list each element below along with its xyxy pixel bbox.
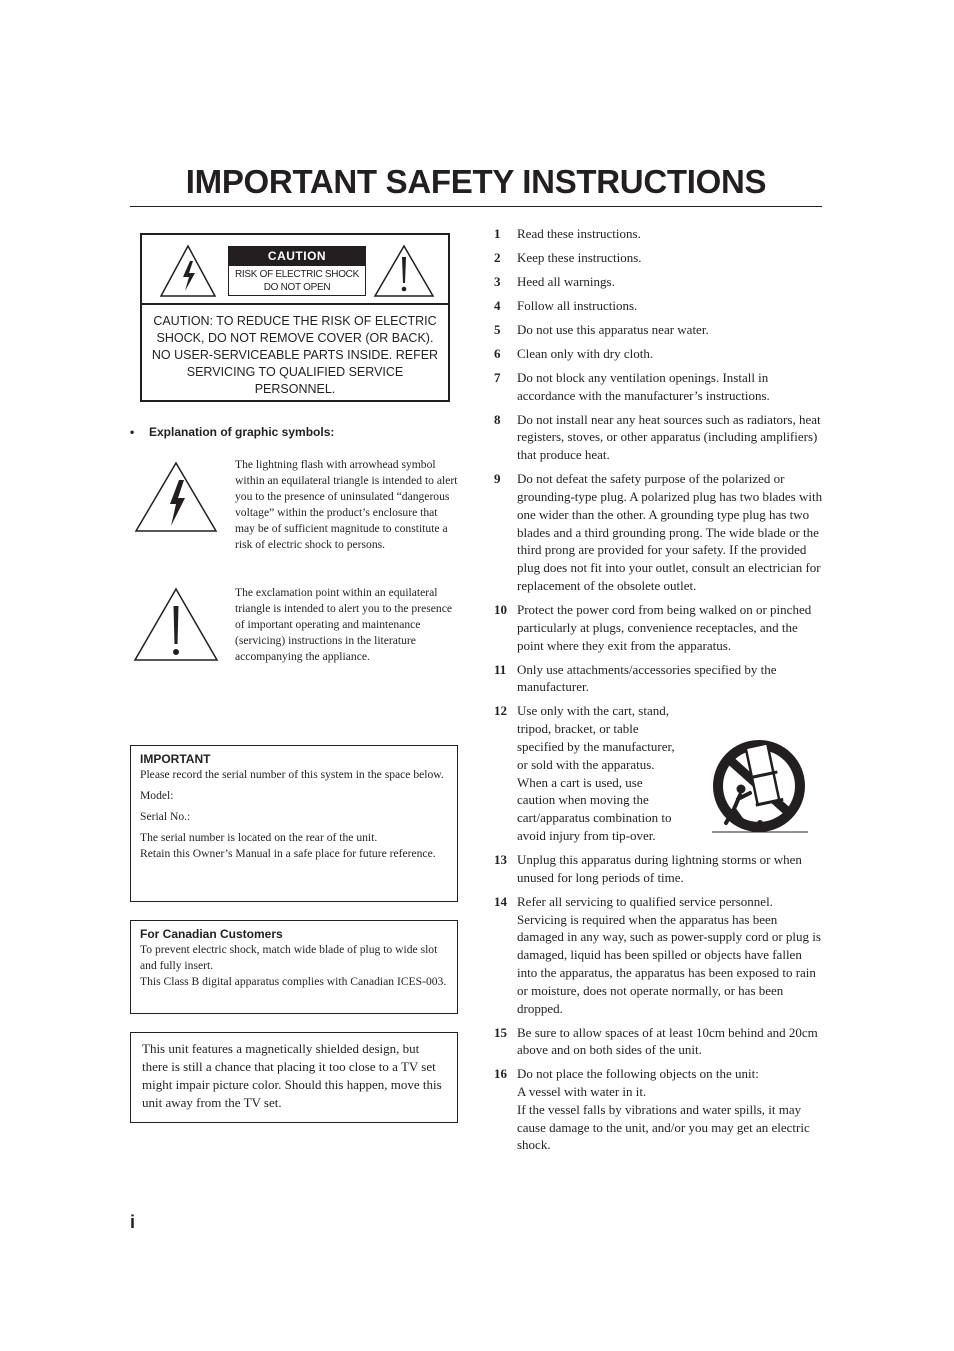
item-number: 15	[494, 1024, 507, 1040]
caution-heading: CAUTION	[229, 247, 365, 266]
explanation-heading-text: Explanation of graphic symbols:	[149, 425, 335, 439]
item-text: Heed all warnings.	[517, 273, 615, 289]
item-text: Do not defeat the safety purpose of the polarized or grounding-type plug. A polarized plug has two blades with one wider than the other. A grounding type plug has two blades and a third grounding prong. The wide blade or the third prong are provided for your safety. If the provided plug does not fit into your outlet, consult an electrician for replacement of the obsolete outlet.	[517, 471, 823, 594]
canadian-customers-box	[130, 920, 458, 1014]
item-number: 3	[494, 273, 501, 289]
item-text: Do not place the following objects on the unit:	[517, 1066, 759, 1082]
serial-field: Serial No.:	[140, 810, 191, 823]
important-title: IMPORTANT	[140, 752, 211, 766]
lightning-triangle-icon	[133, 460, 219, 534]
canadian-title: For Canadian Customers	[140, 927, 283, 941]
item-number: 12	[494, 703, 507, 719]
item-number: 9	[494, 471, 501, 487]
item-number: 7	[494, 369, 501, 385]
item-number: 1	[494, 226, 501, 241]
cart-tipover-warning-icon	[704, 731, 812, 843]
title-divider	[130, 206, 822, 207]
list-item	[494, 661, 824, 697]
magnetic-shield-text: This unit features a magnetically shielded design, but there is still a chance that placing it too close to a TV set might impair picture color. Should this happen, move this unit away from the TV set.	[142, 1041, 442, 1110]
bullet: •	[130, 425, 135, 439]
item-text: Refer all servicing to qualified service personnel. Servicing is required when the apparatus has been damaged in any way, such as power-supply cord or plug is damaged, liquid has been spilled or objects have fallen into the apparatus, the apparatus has been exposed to rain or moisture, does not operate normally, or has been dropped.	[517, 893, 821, 1016]
page-title: IMPORTANT SAFETY INSTRUCTIONS	[185, 163, 767, 200]
caution-header	[142, 235, 448, 305]
item-text: Unplug this apparatus during lightning storms or when unused for long periods of time.	[517, 851, 802, 885]
item-number: 5	[494, 321, 501, 337]
item-number: 11	[494, 661, 507, 677]
important-box	[130, 745, 458, 902]
item-number: 6	[494, 345, 501, 361]
list-item	[494, 225, 824, 243]
item-text: Only use attachments/accessories specified by the manufacturer.	[517, 661, 777, 695]
list-item	[494, 297, 824, 315]
item-number: 13	[494, 851, 507, 867]
item-number: 8	[494, 411, 501, 427]
caution-label	[228, 246, 366, 296]
item-number: 4	[494, 297, 501, 313]
retain-manual-text: Retain this Owner’s Manual in a safe place for future reference.	[140, 847, 436, 860]
item-number: 16	[494, 1066, 507, 1082]
item-text: Read these instructions.	[517, 226, 641, 241]
item-text-line-2: A vessel with water in it.	[517, 1084, 647, 1100]
list-item	[494, 411, 824, 464]
list-item	[494, 1065, 824, 1154]
item-text: Protect the power cord from being walked on or pinched particularly at plugs, convenience receptacles, and the point where they exit from the apparatus.	[517, 602, 812, 653]
item-text: Do not use this apparatus near water.	[517, 321, 709, 337]
item-text: Follow all instructions.	[517, 297, 638, 313]
caution-text: CAUTION: TO REDUCE THE RISK OF ELECTRIC SHOCK, DO NOT REMOVE COVER (OR BACK). NO USER-SERVICEABLE PARTS INSIDE. REFER SERVICING TO QUALIFIED SERVICE PERSONNEL.	[151, 314, 439, 396]
caution-line-2: DO NOT OPEN	[263, 282, 331, 293]
exclamation-triangle-icon	[133, 586, 219, 662]
caution-line-1: RISK OF ELECTRIC SHOCK	[235, 269, 359, 280]
item-text: Do not block any ventilation openings. Install in accordance with the manufacturer’s instructions.	[517, 369, 770, 403]
exclamation-explanation: The exclamation point within an equilateral triangle is intended to alert you to the presence of important operating and maintenance (servicing) instructions in the literature accompanying the appliance.	[235, 586, 452, 664]
exclamation-warning-icon	[372, 243, 436, 299]
item-text: Clean only with dry cloth.	[517, 345, 654, 361]
item-text: Use only with the cart, stand, tripod, bracket, or table specified by the manufacturer, or sold with the apparatus. When a cart is used, use caution when moving the cart/apparatus combination to avoid injury from tip-over.	[517, 703, 675, 843]
model-field: Model:	[140, 789, 174, 802]
list-item	[494, 249, 824, 267]
list-item	[494, 273, 824, 291]
list-item	[494, 470, 824, 595]
list-item	[494, 893, 824, 1018]
serial-location-text: The serial number is located on the rear of the unit.	[140, 831, 378, 844]
item-text: Be sure to allow spaces of at least 10cm behind and 20cm above and on both sides of the unit.	[517, 1024, 818, 1058]
item-text-line-3: If the vessel falls by vibrations and water spills, it may cause damage to the unit, and/or you may get an electric shock.	[517, 1101, 810, 1153]
canadian-text-1: To prevent electric shock, match wide blade of plug to wide slot and fully insert.	[140, 943, 438, 972]
item-number: 2	[494, 249, 501, 265]
list-item	[494, 851, 824, 887]
list-item	[494, 1024, 824, 1060]
lightning-explanation: The lightning flash with arrowhead symbol within an equilateral triangle is intended to alert you to the presence of uninsulated “dangerous voltage” within the product’s enclosure that may be of sufficient magnitude to constitute a risk of electric shock to persons.	[235, 458, 458, 552]
item-number: 14	[494, 893, 507, 909]
magnetic-shield-box	[130, 1032, 458, 1123]
list-item	[494, 601, 824, 654]
explanation-heading	[130, 425, 334, 439]
list-item	[494, 345, 824, 363]
caution-box	[140, 233, 450, 402]
canadian-text-2: This Class B digital apparatus complies with Canadian ICES-003.	[140, 975, 447, 988]
item-text: Keep these instructions.	[517, 249, 642, 265]
item-number: 10	[494, 602, 507, 618]
list-item	[494, 321, 824, 339]
lightning-warning-icon	[158, 243, 218, 299]
list-item	[494, 369, 824, 405]
caution-divider	[140, 303, 450, 305]
important-text: Please record the serial number of this system in the space below.	[140, 768, 444, 781]
instruction-list	[494, 225, 824, 1160]
page-number: i	[130, 1212, 136, 1232]
item-text: Do not install near any heat sources such as radiators, heat registers, stoves, or other apparatus (including amplifiers) that produce heat.	[517, 411, 821, 463]
